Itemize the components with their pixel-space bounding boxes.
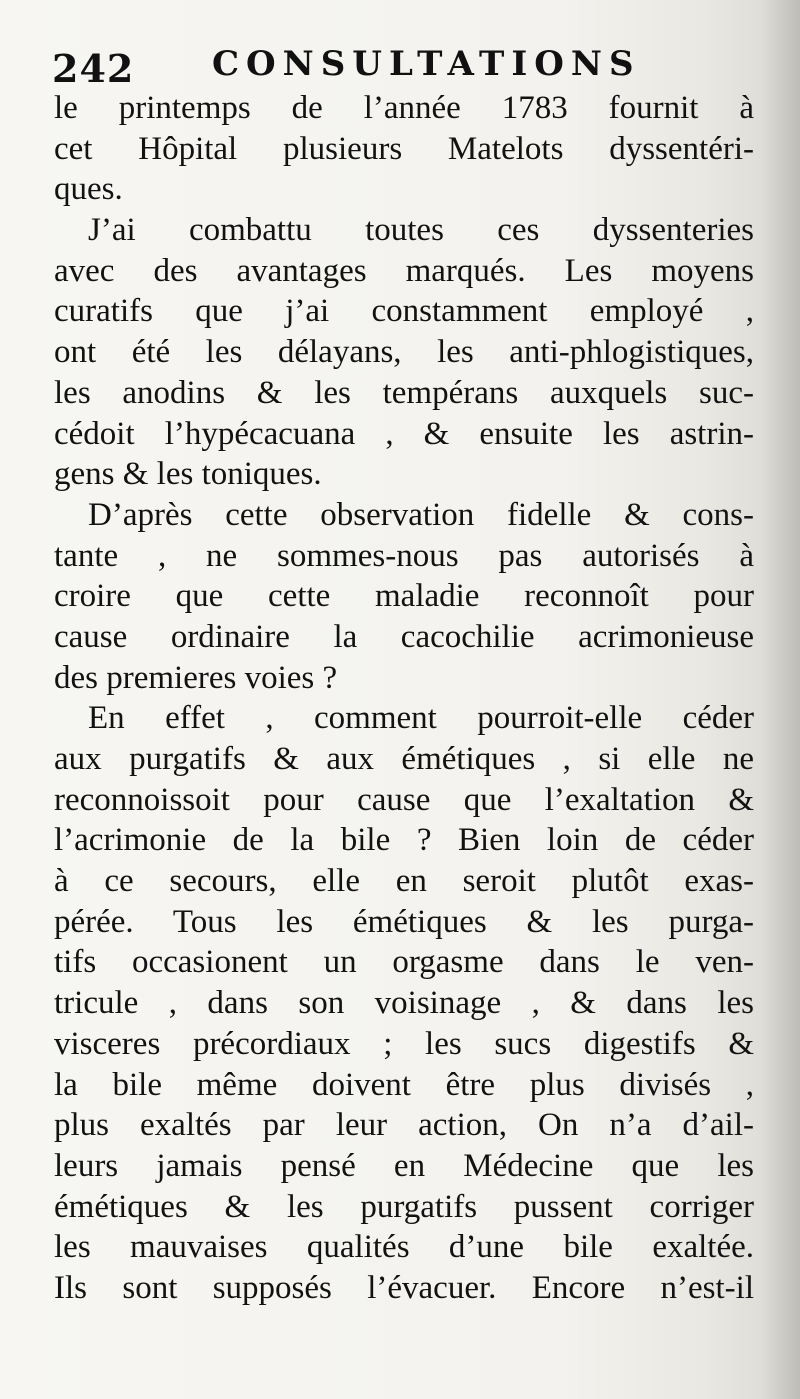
text-line: avec des avantages marqués. Les moyens (54, 252, 754, 289)
page-number: 242 (52, 46, 135, 91)
text-line: curatifs que j’ai constamment employé , (54, 293, 754, 330)
text-line: Ils sont supposés l’évacuer. Encore n’est-il (54, 1269, 754, 1306)
text-line: plus exaltés par leur action, On n’a d’ail- (54, 1107, 754, 1144)
text-line: leurs jamais pensé en Médecine que les (54, 1147, 754, 1184)
text-line: les anodins & les tempérans auxquels suc- (54, 374, 754, 411)
text-line: D’après cette observation fidelle & cons- (88, 496, 754, 533)
text-line: cause ordinaire la cacochilie acrimonieuse (54, 618, 754, 655)
text-line: cédoit l’hypécacuana , & ensuite les astrin- (54, 415, 754, 452)
text-line: En effet , comment pourroit-elle céder (88, 700, 754, 737)
text-line: visceres précordiaux ; les sucs digestifs & (54, 1025, 754, 1062)
text-line: pérée. Tous les émétiques & les purga- (54, 903, 754, 940)
text-line: aux purgatifs & aux émétiques , si elle ne (54, 741, 754, 777)
text-line: ont été les délayans, les anti-phlogistiques, (54, 334, 754, 371)
page-header (52, 44, 772, 94)
text-line: à ce secours, elle en seroit plutôt exas- (54, 863, 754, 900)
text-line: des premieres voies ? (54, 659, 338, 696)
text-line: gens & les toniques. (54, 456, 322, 493)
text-line: croire que cette maladie reconnoît pour (54, 578, 754, 615)
running-title: CONSULTATIONS (212, 44, 641, 84)
text-line: tante , ne sommes-nous pas autorisés à (54, 537, 754, 574)
text-line: J’ai combattu toutes ces dyssenteries (88, 212, 754, 249)
text-line: reconnoissoit pour cause que l’exaltation & (54, 781, 754, 818)
text-line: tifs occasionent un orgasme dans le ven- (54, 944, 754, 981)
text-line: ques. (54, 171, 123, 208)
page-edge-shadow (760, 0, 800, 1399)
text-line: la bile même doivent être plus divisés , (54, 1066, 754, 1103)
text-line: l’acrimonie de la bile ? Bien loin de céder (54, 822, 754, 859)
text-line: cet Hôpital plusieurs Matelots dyssentéri- (54, 130, 754, 167)
body-text (54, 88, 754, 1309)
text-line: émétiques & les purgatifs pussent corriger (54, 1188, 754, 1225)
text-line: le printemps de l’année 1783 fournit à (54, 90, 754, 126)
text-line: tricule , dans son voisinage , & dans les (54, 985, 754, 1022)
text-line: les mauvaises qualités d’une bile exaltée. (54, 1229, 754, 1266)
